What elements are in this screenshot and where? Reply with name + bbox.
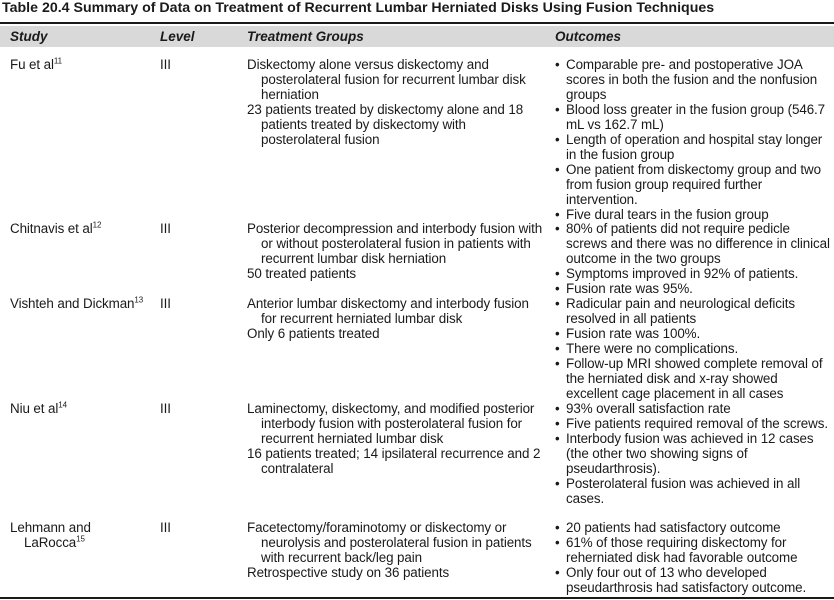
treatment-text: 16 patients treated; 14 ipsilateral recurrence and 2 contralateral: [247, 446, 541, 476]
level-cell: III: [160, 221, 171, 236]
outcome-item: • 20 patients had satisfactory outcome: [555, 520, 830, 535]
treatment-cell: [247, 57, 547, 147]
treatment-cell: [247, 401, 547, 476]
treatment-cell: [247, 296, 547, 341]
outcomes-cell: [555, 57, 830, 222]
treatment-text: 23 patients treated by diskectomy alone and 18 patients treated by diskectomy with posterolateral fusion: [247, 102, 524, 147]
study-cell: Fu et $al^{11}$: [10, 56, 62, 72]
outcome-item: • Five patients required removal of the screws.: [555, 416, 830, 431]
outcome-item: • 93% overall satisfaction rate: [555, 401, 830, 416]
outcome-item: • Fusion rate was 100%.: [555, 326, 830, 341]
treatment-text: Retrospective study on 36 patients: [247, 565, 450, 580]
header-study: Study: [10, 29, 48, 44]
treatment-text: Diskectomy alone versus diskectomy and posterolateral fusion for recurrent lumbar disk herniation: [247, 57, 526, 102]
treatment-text: 50 treated patients: [247, 266, 357, 281]
study-cell: Lehmann and LaRocca$^{15}$: [10, 520, 91, 550]
outcomes-cell: [555, 401, 830, 506]
outcome-item: • Fusion rate was 95%.: [555, 281, 830, 296]
treatment-text: Anterior lumbar diskectomy and interbody fusion for recurrent herniated lumbar disk: [247, 296, 529, 326]
outcome-item: • Blood loss greater in the fusion group (546.7 mL vs 162.7 mL): [555, 102, 830, 132]
header-outcomes: Outcomes: [555, 29, 622, 44]
outcome-item: • Follow-up MRI showed complete removal of the herniated disk and x-ray showed excellent cage placement in all cases: [555, 356, 830, 401]
outcomes-cell: [555, 520, 830, 595]
table-header: [0, 26, 834, 47]
outcome-item: • There were no complications.: [555, 341, 830, 356]
outcomes-cell: [555, 296, 830, 401]
table-bottom-rule: [0, 597, 834, 599]
study-cell: Vishteh and Dickman$^{13}$: [10, 295, 144, 311]
treatment-text: Posterior decompression and interbody fusion with or without posterolateral fusion in patients with recurrent lumbar disk herniation: [247, 221, 543, 266]
outcome-item: • Comparable pre- and postoperative JOA scores in both the fusion and the nonfusion groups: [555, 57, 830, 102]
outcome-item: • Interbody fusion was achieved in 12 cases (the other two showing signs of pseudarthrosis).: [555, 431, 830, 476]
table-title: Table 20.4 Summary of Data on Treatment of Recurrent Lumbar Herniated Disks Using Fusion Techniques: [2, 0, 715, 16]
table-top-rule: [0, 22, 834, 24]
level-cell: III: [160, 401, 171, 416]
outcome-item: • Length of operation and hospital stay longer in the fusion group: [555, 132, 830, 162]
level-cell: III: [160, 296, 171, 311]
level-cell: III: [160, 57, 171, 72]
outcome-item: • Five dural tears in the fusion group: [555, 207, 830, 222]
treatment-cell: [247, 221, 547, 281]
outcome-item: • 80% of patients did not require pedicle screws and there was no difference in clinical outcome in the two groups: [555, 221, 830, 266]
outcome-item: • 61% of those requiring diskectomy for reherniated disk had favorable outcome: [555, 535, 830, 565]
treatment-cell: [247, 520, 547, 580]
treatment-text: Only 6 patients treated: [247, 326, 380, 341]
outcome-item: • Radicular pain and neurological deficits resolved in all patients: [555, 296, 830, 326]
level-cell: III: [160, 520, 171, 535]
outcome-item: • Posterolateral fusion was achieved in all cases.: [555, 476, 830, 506]
treatment-text: Laminectomy, diskectomy, and modified posterior interbody fusion with posterolateral fusion for recurrent herniated lumbar disk: [247, 401, 535, 446]
study-cell: Niu et $al^{14}$: [10, 400, 67, 416]
outcome-item: • Only four out of 13 who developed pseudarthrosis had satisfactory outcome.: [555, 565, 830, 595]
header-treatment: Treatment Groups: [247, 29, 364, 44]
outcome-item: • Symptoms improved in 92% of patients.: [555, 266, 830, 281]
study-cell: Chitnavis et $al^{12}$: [10, 220, 102, 236]
treatment-text: Facetectomy/foraminotomy or diskectomy or neurolysis and posterolateral fusion in patients with recurrent back/leg pain: [247, 520, 532, 565]
outcomes-cell: [555, 221, 830, 296]
outcome-item: • One patient from diskectomy group and two from fusion group required further intervention.: [555, 162, 830, 207]
header-level: Level: [160, 29, 195, 44]
